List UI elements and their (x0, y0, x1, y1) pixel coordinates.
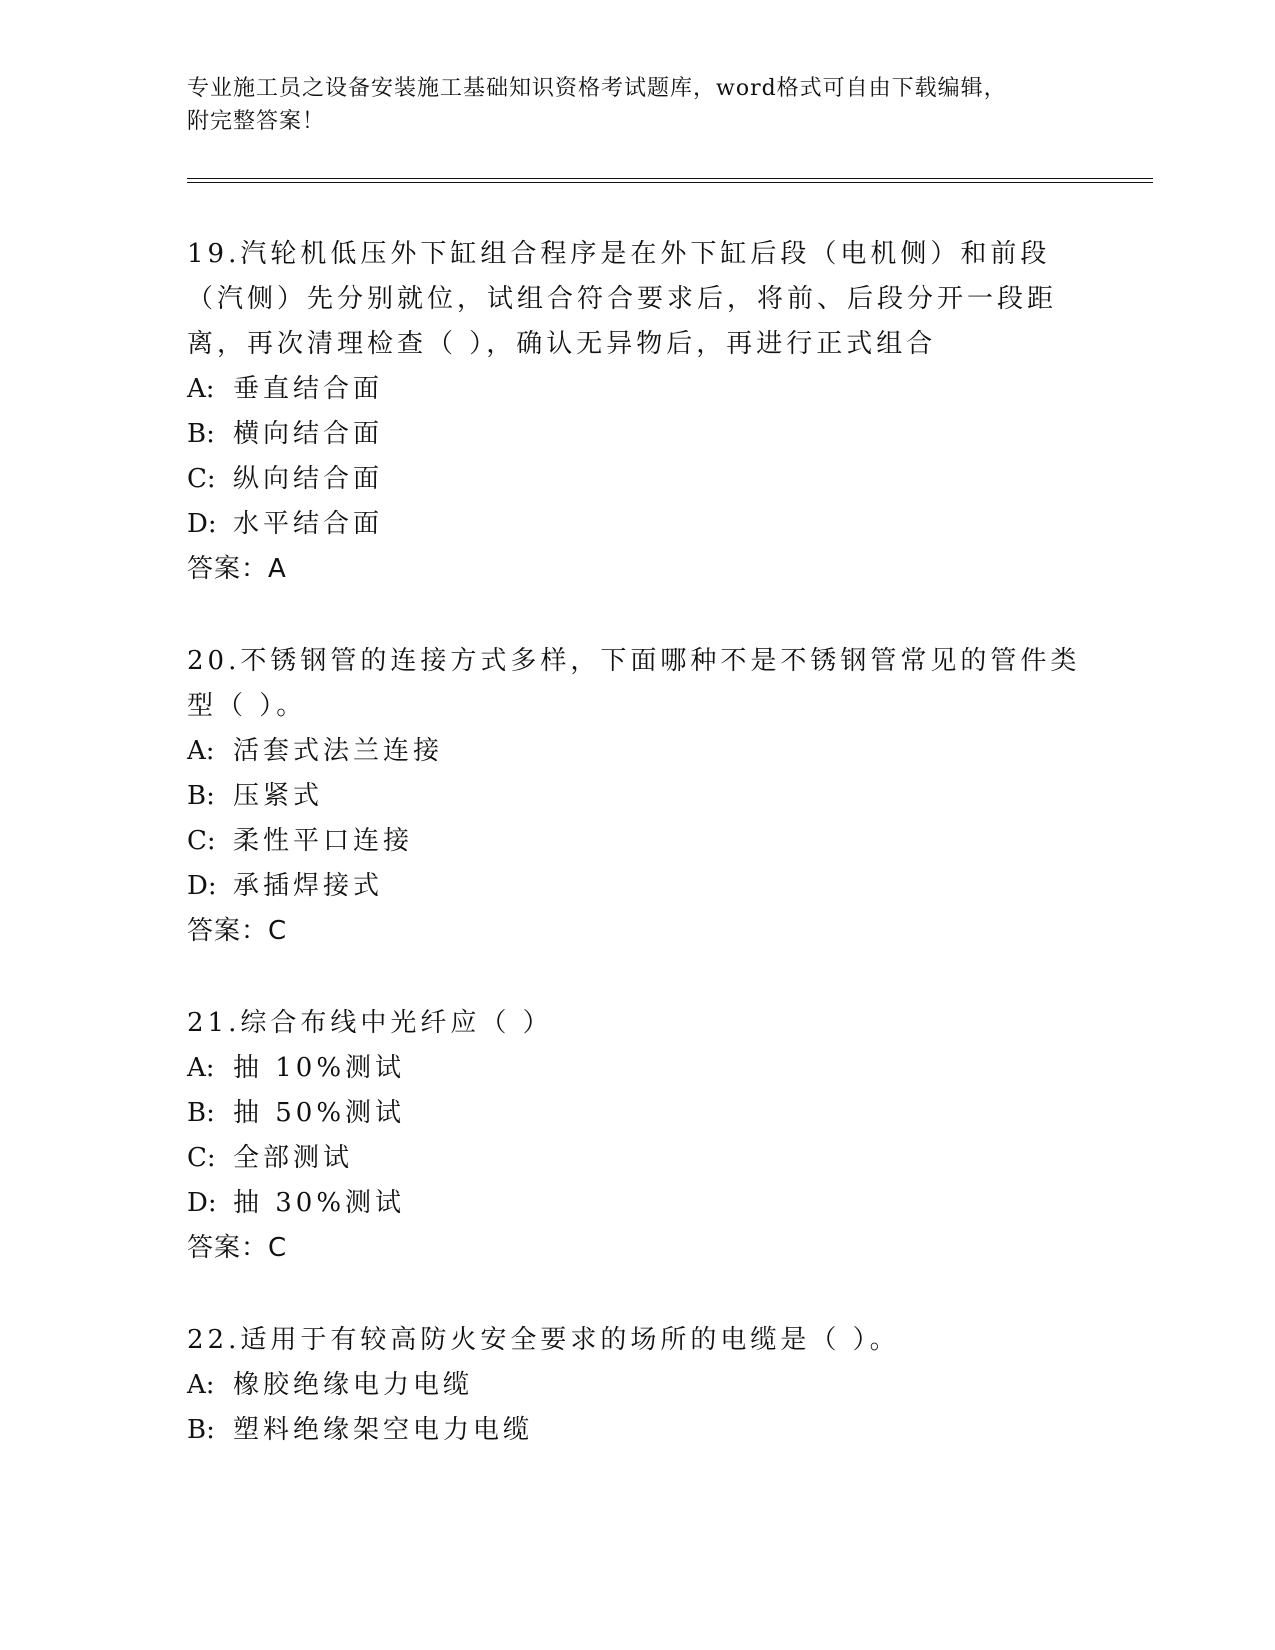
option-a (187, 1046, 1087, 1091)
option-d (187, 864, 1087, 909)
option-letter: D: (187, 1188, 217, 1218)
question-20 (187, 639, 1087, 954)
option-letter: C: (187, 1143, 216, 1173)
question-text: 22.适用于有较高防火安全要求的场所的电缆是（ ）。 (187, 1325, 900, 1355)
header-line-1: 专业施工员之设备安装施工基础知识资格考试题库，word格式可自由下载编辑， (187, 76, 1007, 101)
option-text: 抽 10%测试 (233, 1053, 406, 1083)
option-b (187, 1408, 1087, 1453)
option-letter: A: (187, 736, 215, 766)
question-list (187, 232, 1087, 1500)
option-text: 横向结合面 (233, 419, 384, 449)
option-text: 承插焊接式 (233, 871, 384, 901)
option-b (187, 412, 1087, 457)
question-text: 19.汽轮机低压外下缸组合程序是在外下缸后段（电机侧）和前段（汽侧）先分别就位，试组合符合要求后，将前、后段分开一段距离，再次清理检查（ ），确认无异物后，再进行正式组合 (187, 239, 1058, 359)
option-a (187, 367, 1087, 412)
option-text: 纵向结合面 (233, 464, 384, 494)
option-d (187, 502, 1087, 547)
option-letter: A: (187, 1370, 215, 1400)
header-divider (187, 178, 1153, 183)
option-text: 活套式法兰连接 (233, 736, 444, 766)
option-letter: B: (187, 781, 215, 811)
option-letter: C: (187, 826, 216, 856)
option-letter: A: (187, 1053, 215, 1083)
option-text: 塑料绝缘架空电力电缆 (233, 1415, 534, 1445)
option-b (187, 774, 1087, 819)
option-letter: B: (187, 1415, 215, 1445)
option-text: 抽 30%测试 (233, 1188, 406, 1218)
option-a (187, 729, 1087, 774)
option-text: 抽 50%测试 (233, 1098, 406, 1128)
option-letter: B: (187, 419, 215, 449)
question-text: 21.综合布线中光纤应（ ） (187, 1008, 553, 1038)
option-letter: D: (187, 871, 217, 901)
answer-text: 答案：C (187, 916, 288, 946)
option-letter: C: (187, 464, 216, 494)
option-d (187, 1181, 1087, 1226)
answer-text: 答案：C (187, 1233, 288, 1263)
question-21 (187, 1001, 1087, 1271)
question-19 (187, 232, 1087, 592)
option-letter: A: (187, 374, 215, 404)
option-text: 柔性平口连接 (233, 826, 414, 856)
option-text: 橡胶绝缘电力电缆 (233, 1370, 474, 1400)
option-text: 压紧式 (233, 781, 324, 811)
option-text: 垂直结合面 (233, 374, 384, 404)
option-b (187, 1091, 1087, 1136)
page-header (187, 72, 1067, 138)
option-letter: D: (187, 509, 217, 539)
option-letter: B: (187, 1098, 215, 1128)
question-22 (187, 1318, 1087, 1453)
header-line-2: 附完整答案！ (187, 109, 326, 134)
option-c (187, 819, 1087, 864)
option-c (187, 1136, 1087, 1181)
option-a (187, 1363, 1087, 1408)
answer-text: 答案：A (187, 554, 287, 584)
option-text: 全部测试 (233, 1143, 354, 1173)
option-c (187, 457, 1087, 502)
option-text: 水平结合面 (233, 509, 384, 539)
question-text: 20.不锈钢管的连接方式多样，下面哪种不是不锈钢管常见的管件类型（ ）。 (187, 646, 1081, 721)
